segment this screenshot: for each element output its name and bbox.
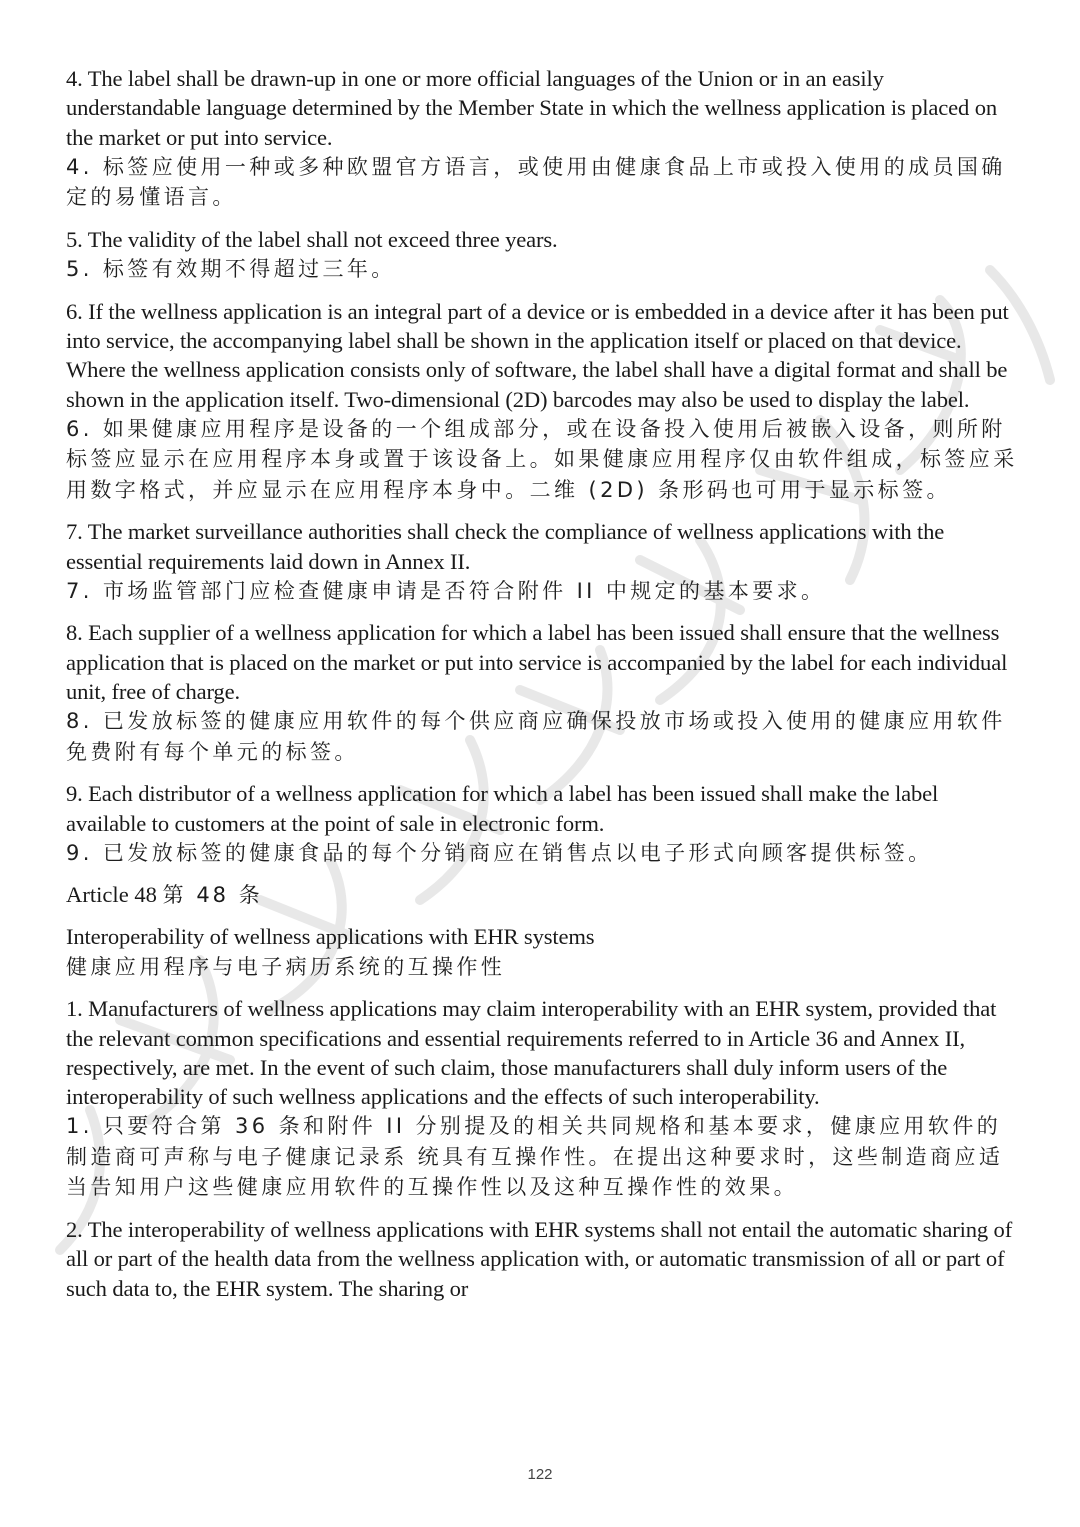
article-number-heading xyxy=(66,880,1018,910)
paragraph-en: 8. Each supplier of a wellness application for which a label has been issued shall ensure that the wellness application that is placed on the market or put into service is accompanied by the label for each individual unit, free of charge. xyxy=(66,620,1008,705)
paragraph-zh: 4. 标签应使用一种或多种欧盟官方语言，或使用由健康食品上市或投入使用的成员国确定的易懂语言。 xyxy=(66,154,1006,210)
paragraph-en: 6. If the wellness application is an integral part of a device or is embedded in a device after it has been put into service, the accompanying label shall be shown in the application itself or placed on that device. Where the wellness application consists only of software, the label shall have a digital format and shall be shown in the application itself. Two-dimensional (2D) barcodes may also be used to display the label. xyxy=(66,298,1009,412)
paragraph-5 xyxy=(66,225,1018,285)
article-title xyxy=(66,922,1018,982)
article-paragraph-2 xyxy=(66,1215,1018,1303)
paragraph-en: 1. Manufacturers of wellness applications may claim interoperability with an EHR system, provided that the relevant common specifications and essential requirements referred to in Article 36 and Annex II, respectively, are met. In the event of such claim, those manufacturers shall duly inform users of the interoperability of such wellness applications and the effects of such interoperability. xyxy=(66,996,997,1110)
article-number-zh: 第 48 条 xyxy=(162,883,263,908)
paragraph-7 xyxy=(66,517,1018,606)
article-title-en: Interoperability of wellness applications with EHR systems xyxy=(66,924,595,950)
paragraph-en: 5. The validity of the label shall not exceed three years. xyxy=(66,226,558,252)
paragraph-zh: 8. 已发放标签的健康应用软件的每个供应商应确保投放市场或投入使用的健康应用软件免费附有每个单元的标签。 xyxy=(66,709,1006,764)
paragraph-en: 7. The market surveillance authorities shall check the compliance of wellness applications with the essential requirements laid down in Annex II. xyxy=(66,519,945,574)
page-number: 122 xyxy=(527,1466,553,1483)
paragraph-en: 2. The interoperability of wellness applications with EHR systems shall not entail the automatic sharing of all or part of the health data from the wellness application with, or automatic transmission of all or part of such data to, the EHR system. The sharing or xyxy=(66,1216,1013,1301)
paragraph-4 xyxy=(66,64,1018,213)
paragraph-zh: 6. 如果健康应用程序是设备的一个组成部分，或在设备投入使用后被嵌入设备，则所附标签应显示在应用程序本身或置于该设备上。如果健康应用程序仅由软件组成，标签应采用数字格式，并应显示在应用程序本身中。二维 (2D) 条形码也可用于显示标签。 xyxy=(66,416,1018,502)
paragraph-en: 9. Each distributor of a wellness application for which a label has been issued shall make the label available to customers at the point of sale in electronic form. xyxy=(66,781,939,836)
paragraph-zh: 5. 标签有效期不得超过三年。 xyxy=(66,257,396,282)
article-number-en: Article 48 xyxy=(66,882,157,908)
paragraph-9 xyxy=(66,779,1018,868)
document-body xyxy=(66,64,1018,1315)
paragraph-zh: 7. 市场监管部门应检查健康申请是否符合附件 II 中规定的基本要求。 xyxy=(66,578,826,603)
article-paragraph-1 xyxy=(66,994,1018,1203)
paragraph-zh: 1. 只要符合第 36 条和附件 II 分别提及的相关共同规格和基本要求，健康应用软件的制造商可声称与电子健康记录系 统具有互操作性。在提出这种要求时，这些制造商应适当告知用户这些健康应用软件的互操作性以及这种互操作性的效果。 xyxy=(66,1114,1004,1200)
paragraph-en: 4. The label shall be drawn-up in one or more official languages of the Union or in an easily understandable language determined by the Member State in which the wellness application is placed on the market or put into service. xyxy=(66,66,997,150)
paragraph-zh: 9. 已发放标签的健康食品的每个分销商应在销售点以电子形式向顾客提供标签。 xyxy=(66,840,933,865)
paragraph-6 xyxy=(66,297,1018,506)
article-title-zh: 健康应用程序与电子病历系统的互操作性 xyxy=(66,954,506,979)
paragraph-8 xyxy=(66,618,1018,767)
